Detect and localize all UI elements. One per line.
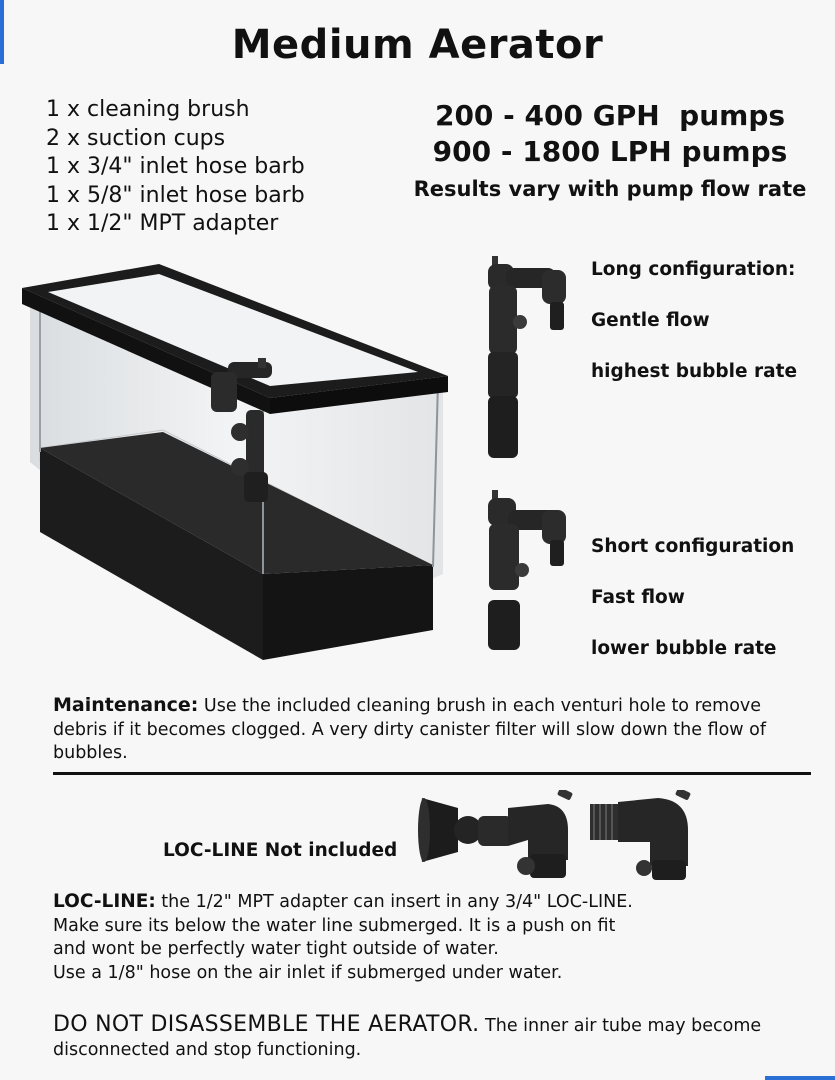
contents-item: 1 x 5/8" inlet hose barb [46, 182, 305, 208]
contents-item: 1 x 1/2" MPT adapter [46, 211, 279, 236]
contents-item: 2 x suction cups [46, 125, 226, 151]
locline-not-included: LOC-LINE Not included [163, 840, 398, 861]
pump-rates [395, 98, 825, 206]
warning-section [53, 1013, 813, 1062]
long-configuration-image [480, 256, 580, 464]
locline-nozzle-image [418, 790, 583, 880]
rate-note: Results vary with pump flow rate [413, 177, 807, 201]
locline-label: LOC-LINE: [53, 891, 156, 912]
long-configuration-text [591, 244, 797, 397]
mpt-adapter-image [588, 790, 700, 880]
maintenance-section [53, 694, 773, 766]
section-divider [53, 772, 811, 775]
aquarium-illustration [18, 262, 450, 668]
locline-line2: Make sure its below the water line submerged. It is a push on fit [53, 915, 616, 936]
short-config-flow: Fast flow [591, 587, 685, 608]
short-configuration-text [591, 521, 794, 674]
short-configuration-image [480, 490, 580, 658]
locline-section [53, 890, 753, 985]
page-title: Medium Aerator [231, 22, 604, 68]
long-config-bubbles: highest bubble rate [591, 361, 797, 382]
long-config-flow: Gentle flow [591, 310, 710, 331]
maintenance-label: Maintenance: [53, 694, 199, 716]
long-config-heading: Long configuration: [591, 259, 796, 280]
warning-label: DO NOT DISASSEMBLE THE AERATOR. [53, 1012, 480, 1037]
rate-lph: 900 - 1800 LPH pumps [432, 135, 788, 168]
package-contents-list [46, 96, 305, 239]
short-config-bubbles: lower bubble rate [591, 638, 777, 659]
contents-item: 1 x cleaning brush [46, 97, 250, 122]
short-config-heading: Short configuration [591, 536, 795, 557]
locline-line4: Use a 1/8" hose on the air inlet if submerged under water. [53, 962, 563, 983]
rate-gph: 200 - 400 GPH pumps [434, 99, 786, 132]
locline-line1: the 1/2" MPT adapter can insert in any 3/4" LOC-LINE. [155, 892, 633, 912]
maintenance-text: Use the included cleaning brush in each venturi hole to remove debris if it becomes clogged. A very dirty canister filter will slow down the flow of bubbles. [53, 696, 767, 763]
locline-line3: and wont be perfectly water tight outside of water. [53, 939, 499, 959]
accent-bar-bottom [765, 1076, 835, 1080]
warning-text: The inner air tube may become disconnected and stop functioning. [53, 1016, 762, 1060]
contents-item: 1 x 3/4" inlet hose barb [46, 154, 305, 179]
